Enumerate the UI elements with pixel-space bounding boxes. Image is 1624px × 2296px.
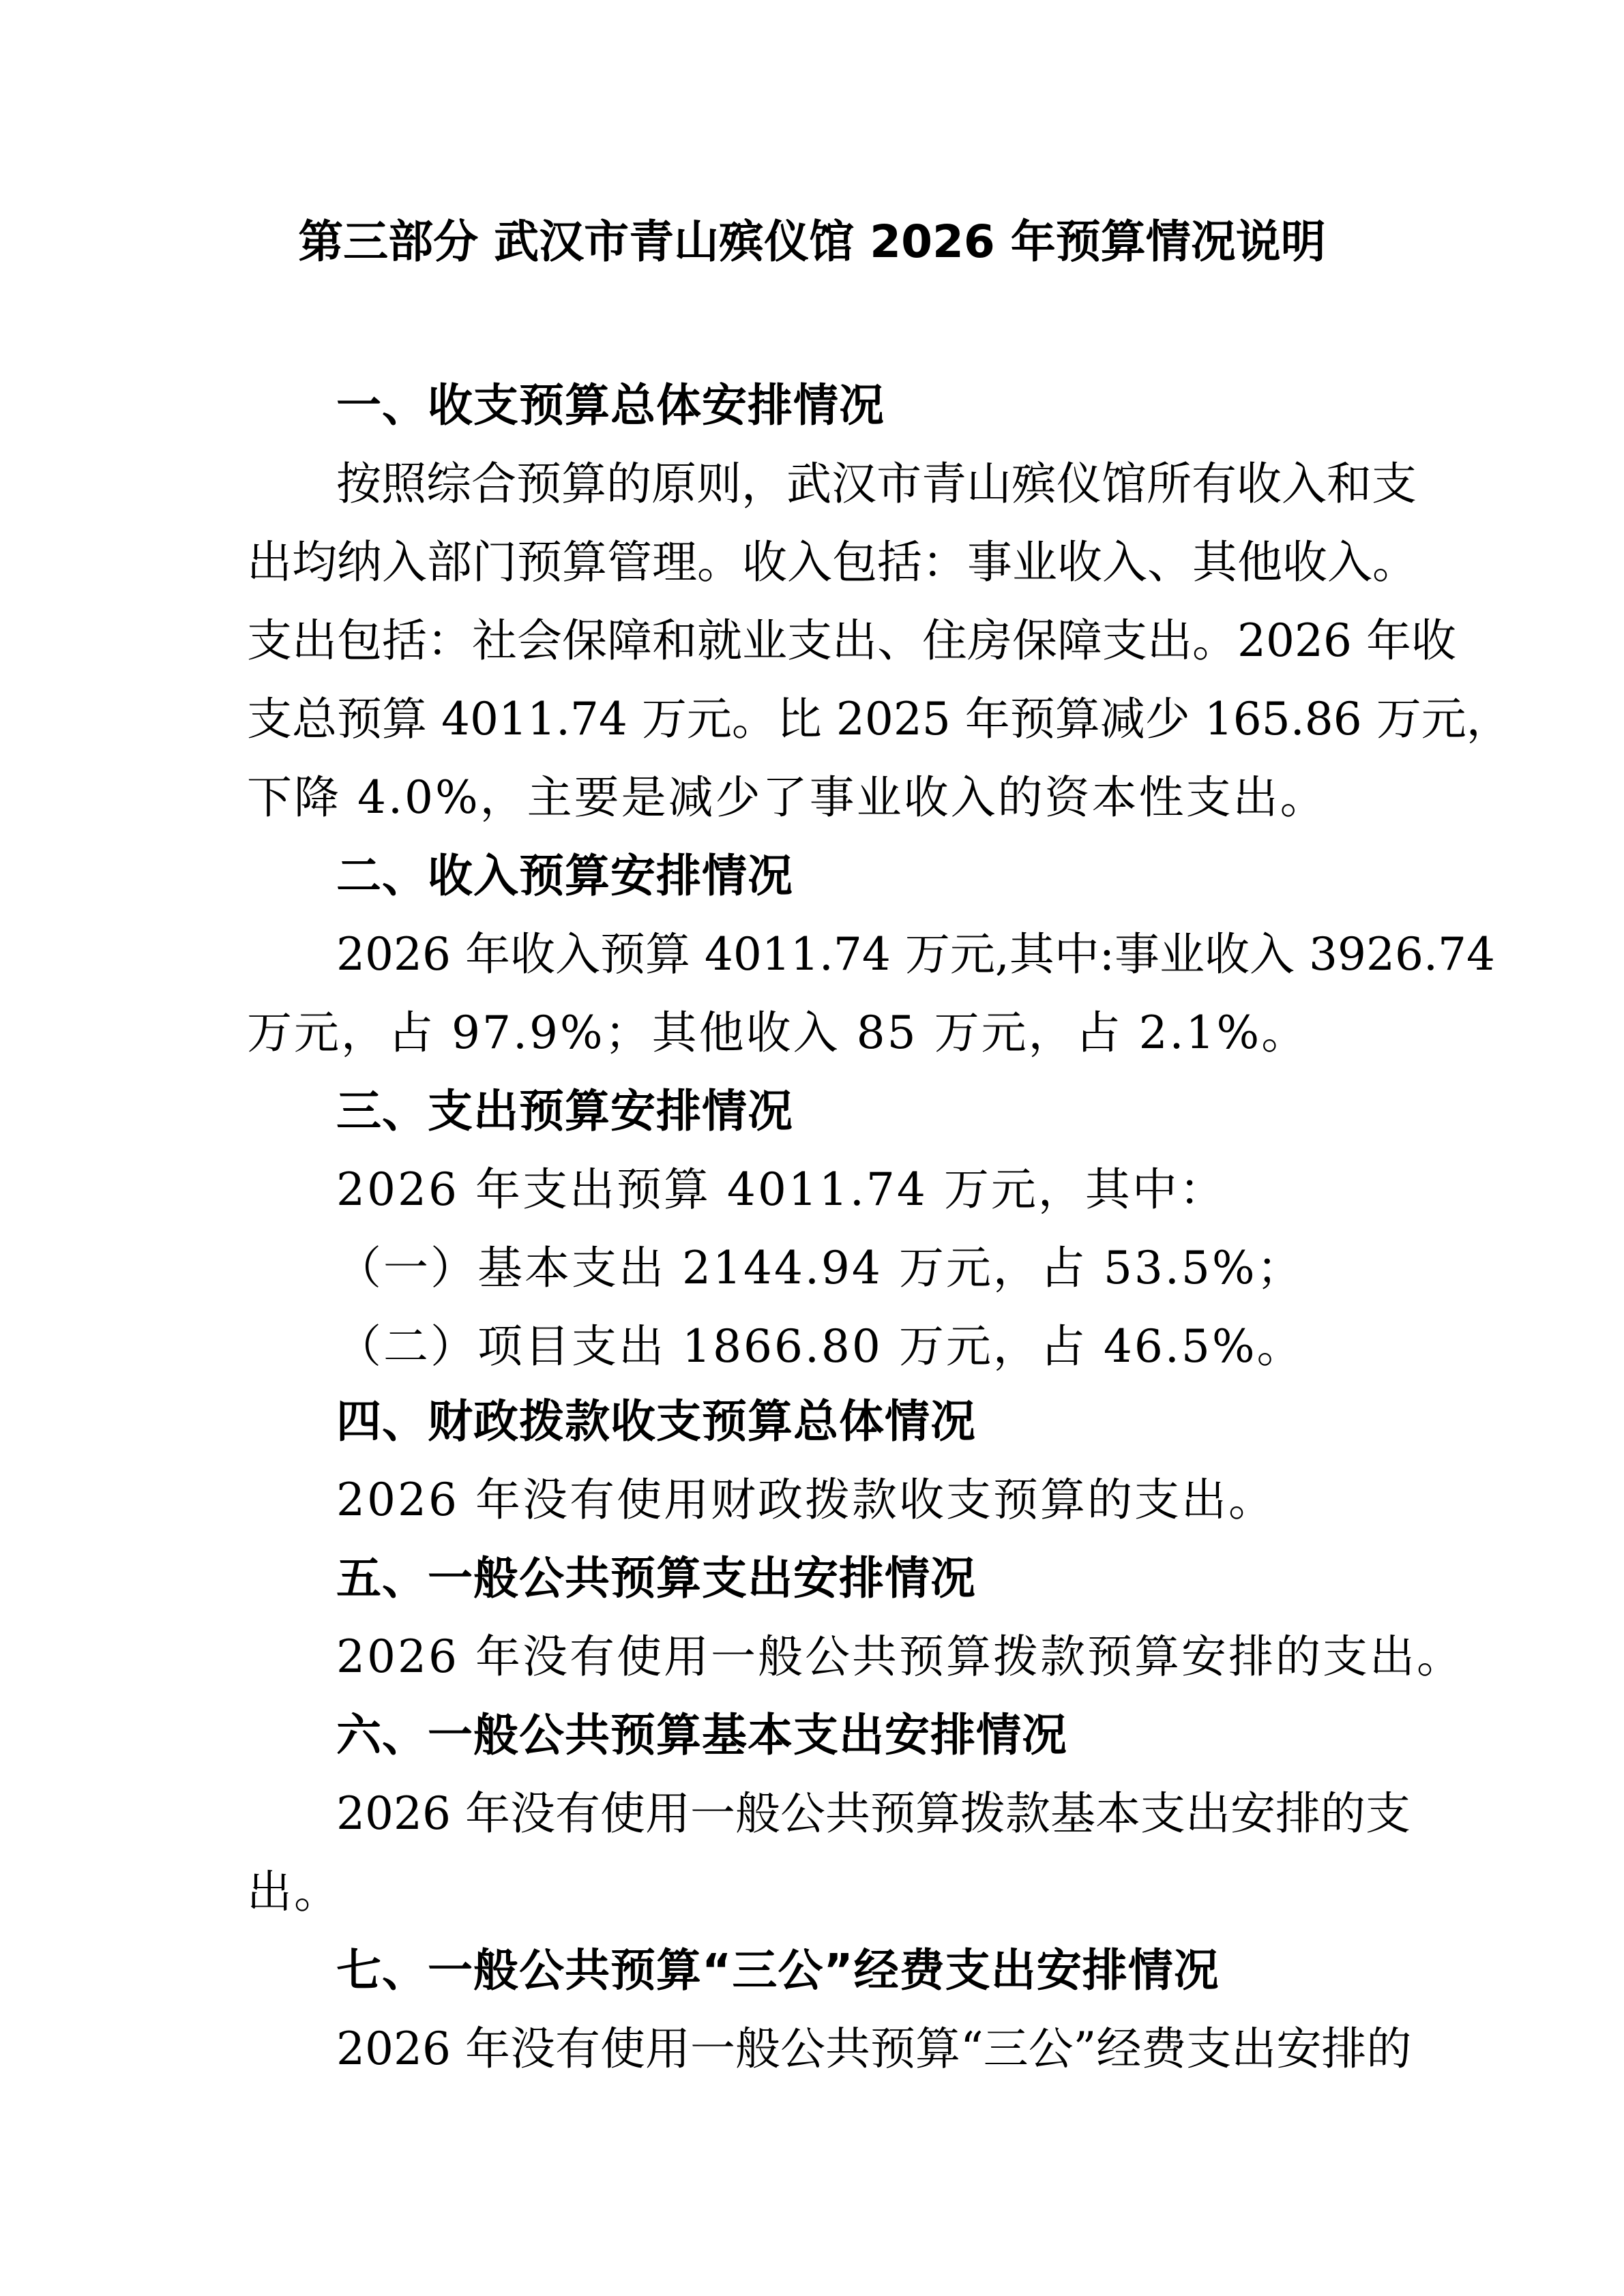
paragraph-line: 2026 年没有使用一般公共预算“三公”经费支出安排的 [336,2023,1412,2075]
section-heading-3: 三、支出预算安排情况 [336,1085,793,1137]
paragraph-line: 支出包括：社会保障和就业支出、住房保障支出。2026 年收 [247,614,1456,667]
list-item: （二）项目支出 1866.80 万元，占 46.5%。 [336,1320,1304,1373]
section-heading-1: 一、收支预算总体安排情况 [336,379,885,432]
paragraph-line: 2026 年支出预算 4011.74 万元，其中： [336,1163,1226,1216]
paragraph-line: 万元，占 97.9%；其他收入 85 万元，占 2.1%。 [247,1007,1309,1059]
section-heading-5: 五、一般公共预算支出安排情况 [336,1552,976,1605]
list-item: （一）基本支出 2144.94 万元，占 53.5%； [336,1242,1304,1294]
section-heading-2: 二、收入预算安排情况 [336,850,793,902]
paragraph-line: 出均纳入部门预算管理。收入包括：事业收入、其他收入。 [247,536,1417,588]
paragraph-line: 按照综合预算的原则，武汉市青山殡仪馆所有收入和支 [336,458,1417,510]
paragraph-line: 下降 4.0%，主要是减少了事业收入的资本性支出。 [247,771,1327,824]
paragraph-line: 2026 年没有使用一般公共预算拨款基本支出安排的支 [336,1787,1411,1840]
paragraph-line: 2026 年没有使用财政拨款收支预算的支出。 [336,1474,1275,1526]
section-heading-7: 七、一般公共预算“三公”经费支出安排情况 [336,1944,1220,1997]
paragraph-line: 出。 [247,1866,341,1918]
section-heading-6: 六、一般公共预算基本支出安排情况 [336,1709,1067,1761]
paragraph-line: 2026 年收入预算 4011.74 万元,其中:事业收入 3926.74 [336,928,1495,981]
page-title: 第三部分 武汉市青山殡仪馆 2026 年预算情况说明 [298,215,1326,268]
paragraph-line: 支总预算 4011.74 万元。比 2025 年预算减少 165.86 万元， [247,693,1511,745]
paragraph-line: 2026 年没有使用一般公共预算拨款预算安排的支出。 [336,1630,1464,1683]
section-heading-4: 四、财政拨款收支预算总体情况 [336,1395,976,1448]
